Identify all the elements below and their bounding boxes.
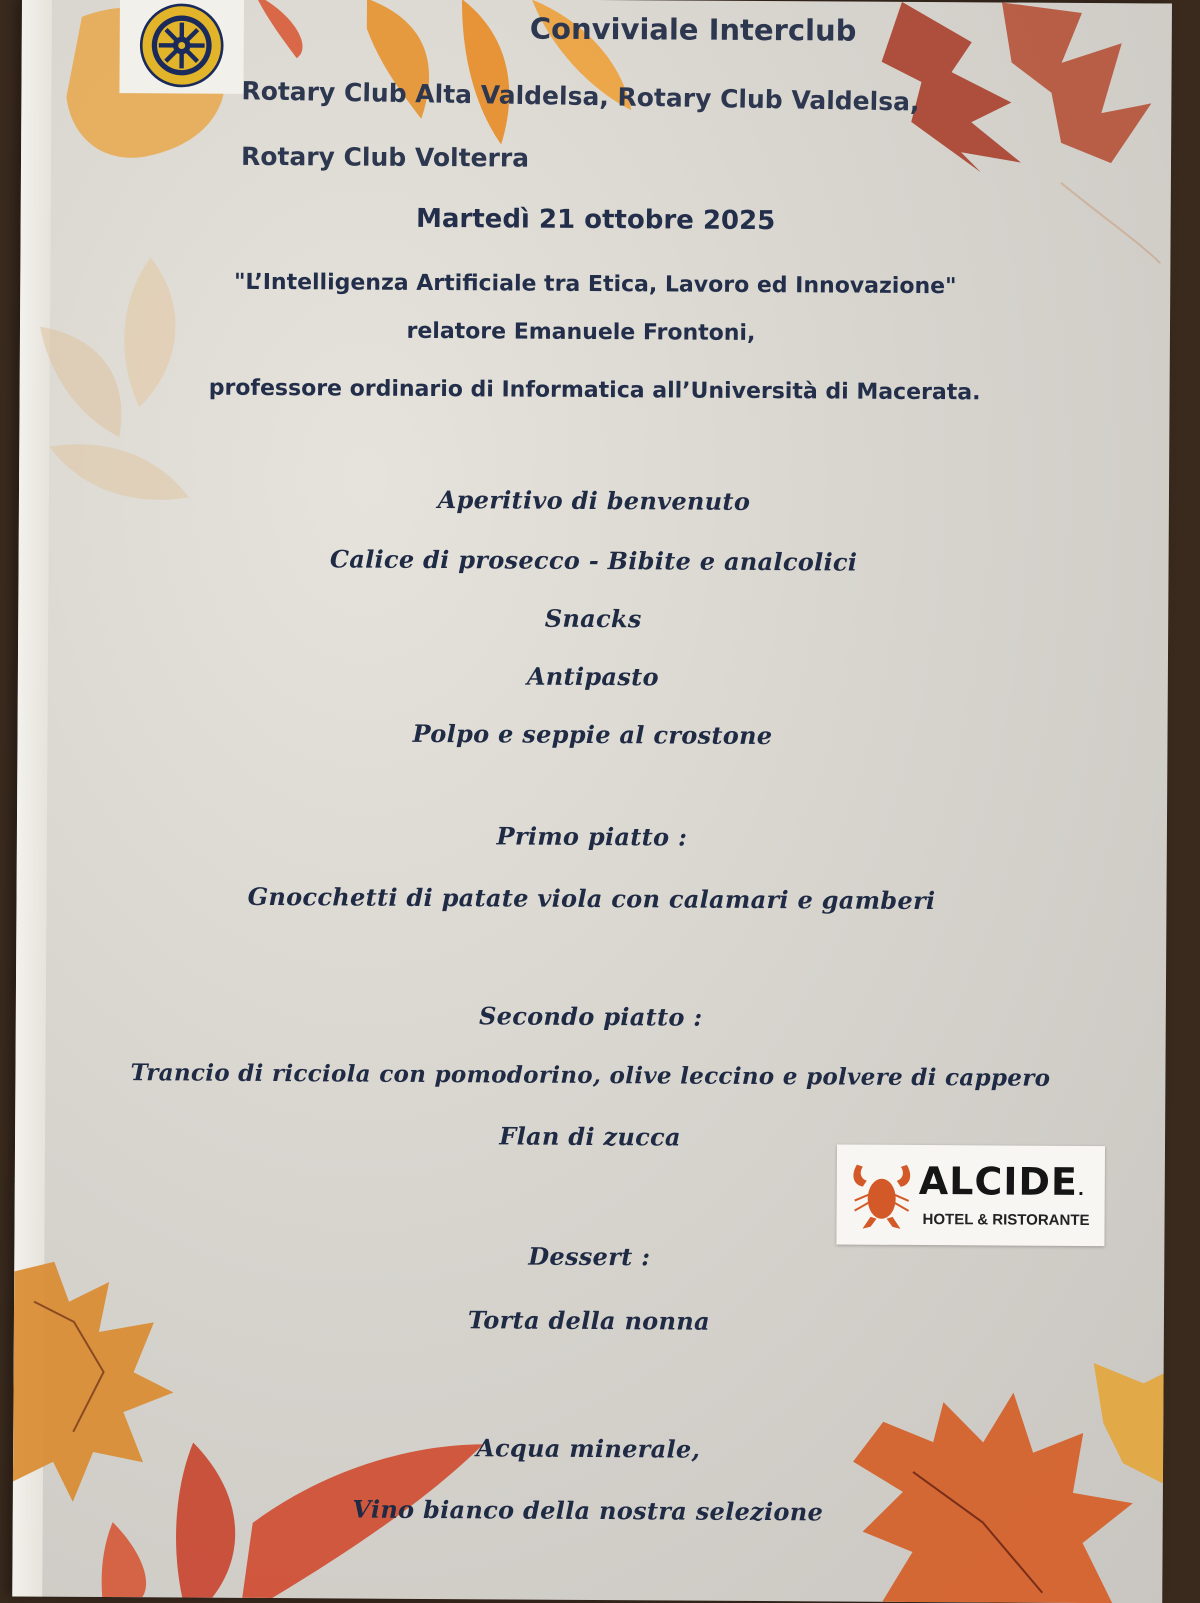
menu-primo-dish: Gnocchetti di patate viola con calamari e gamberi: [16, 880, 1166, 916]
menu-antipasto-dish: Polpo e seppie al crostone: [17, 716, 1167, 752]
alcide-logo-subtitle: HOTEL & RISTORANTE: [923, 1211, 1090, 1229]
menu-aperitivo-snacks: Snacks: [18, 600, 1168, 636]
speaker: relatore Emanuele Frontoni,: [12, 316, 1156, 348]
autumn-leaves-bottom-right-decoration: [842, 1362, 1163, 1603]
speaker-role: professore ordinario di Informatica all’Università di Macerata.: [20, 374, 1170, 406]
menu-secondo-heading: Secondo piatto :: [16, 998, 1166, 1034]
clubs-line-1: Rotary Club Alta Valdelsa, Rotary Club Valdelsa,: [241, 76, 919, 116]
menu-dessert-heading: Dessert :: [14, 1238, 1164, 1274]
menu-aperitivo-heading: Aperitivo di benvenuto: [19, 482, 1169, 518]
clubs-line-2: Rotary Club Volterra: [241, 142, 529, 173]
rotary-wheel-icon: [131, 1, 232, 90]
menu-secondo-dish: Trancio di ricciola con pomodorino, olive leccino e polvere di cappero: [15, 1058, 1165, 1092]
menu-sheet: [12, 0, 1172, 1603]
menu-primo-heading: Primo piatto :: [17, 818, 1167, 854]
menu-water: Acqua minerale,: [13, 1430, 1163, 1466]
alcide-hotel-logo: [836, 1144, 1105, 1246]
event-date: Martedì 21 ottobre 2025: [21, 201, 1171, 238]
menu-wine: Vino bianco della nostra selezione: [13, 1492, 1163, 1528]
menu-antipasto-heading: Antipasto: [18, 658, 1168, 694]
lobster-icon: [848, 1159, 914, 1231]
talk-title: "L’Intelligenza Artificiale tra Etica, Lavoro ed Innovazione": [20, 268, 1170, 300]
alcide-logo-name: ALCIDE.: [919, 1159, 1086, 1204]
menu-aperitivo-drinks: Calice di prosecco - Bibite e analcolici: [18, 542, 1168, 578]
menu-secondo-side: Flan di zucca: [15, 1118, 1165, 1154]
rotary-international-logo: [119, 0, 244, 94]
event-title: Conviviale Interclub: [530, 12, 857, 48]
menu-dessert-dish: Torta della nonna: [14, 1302, 1164, 1338]
